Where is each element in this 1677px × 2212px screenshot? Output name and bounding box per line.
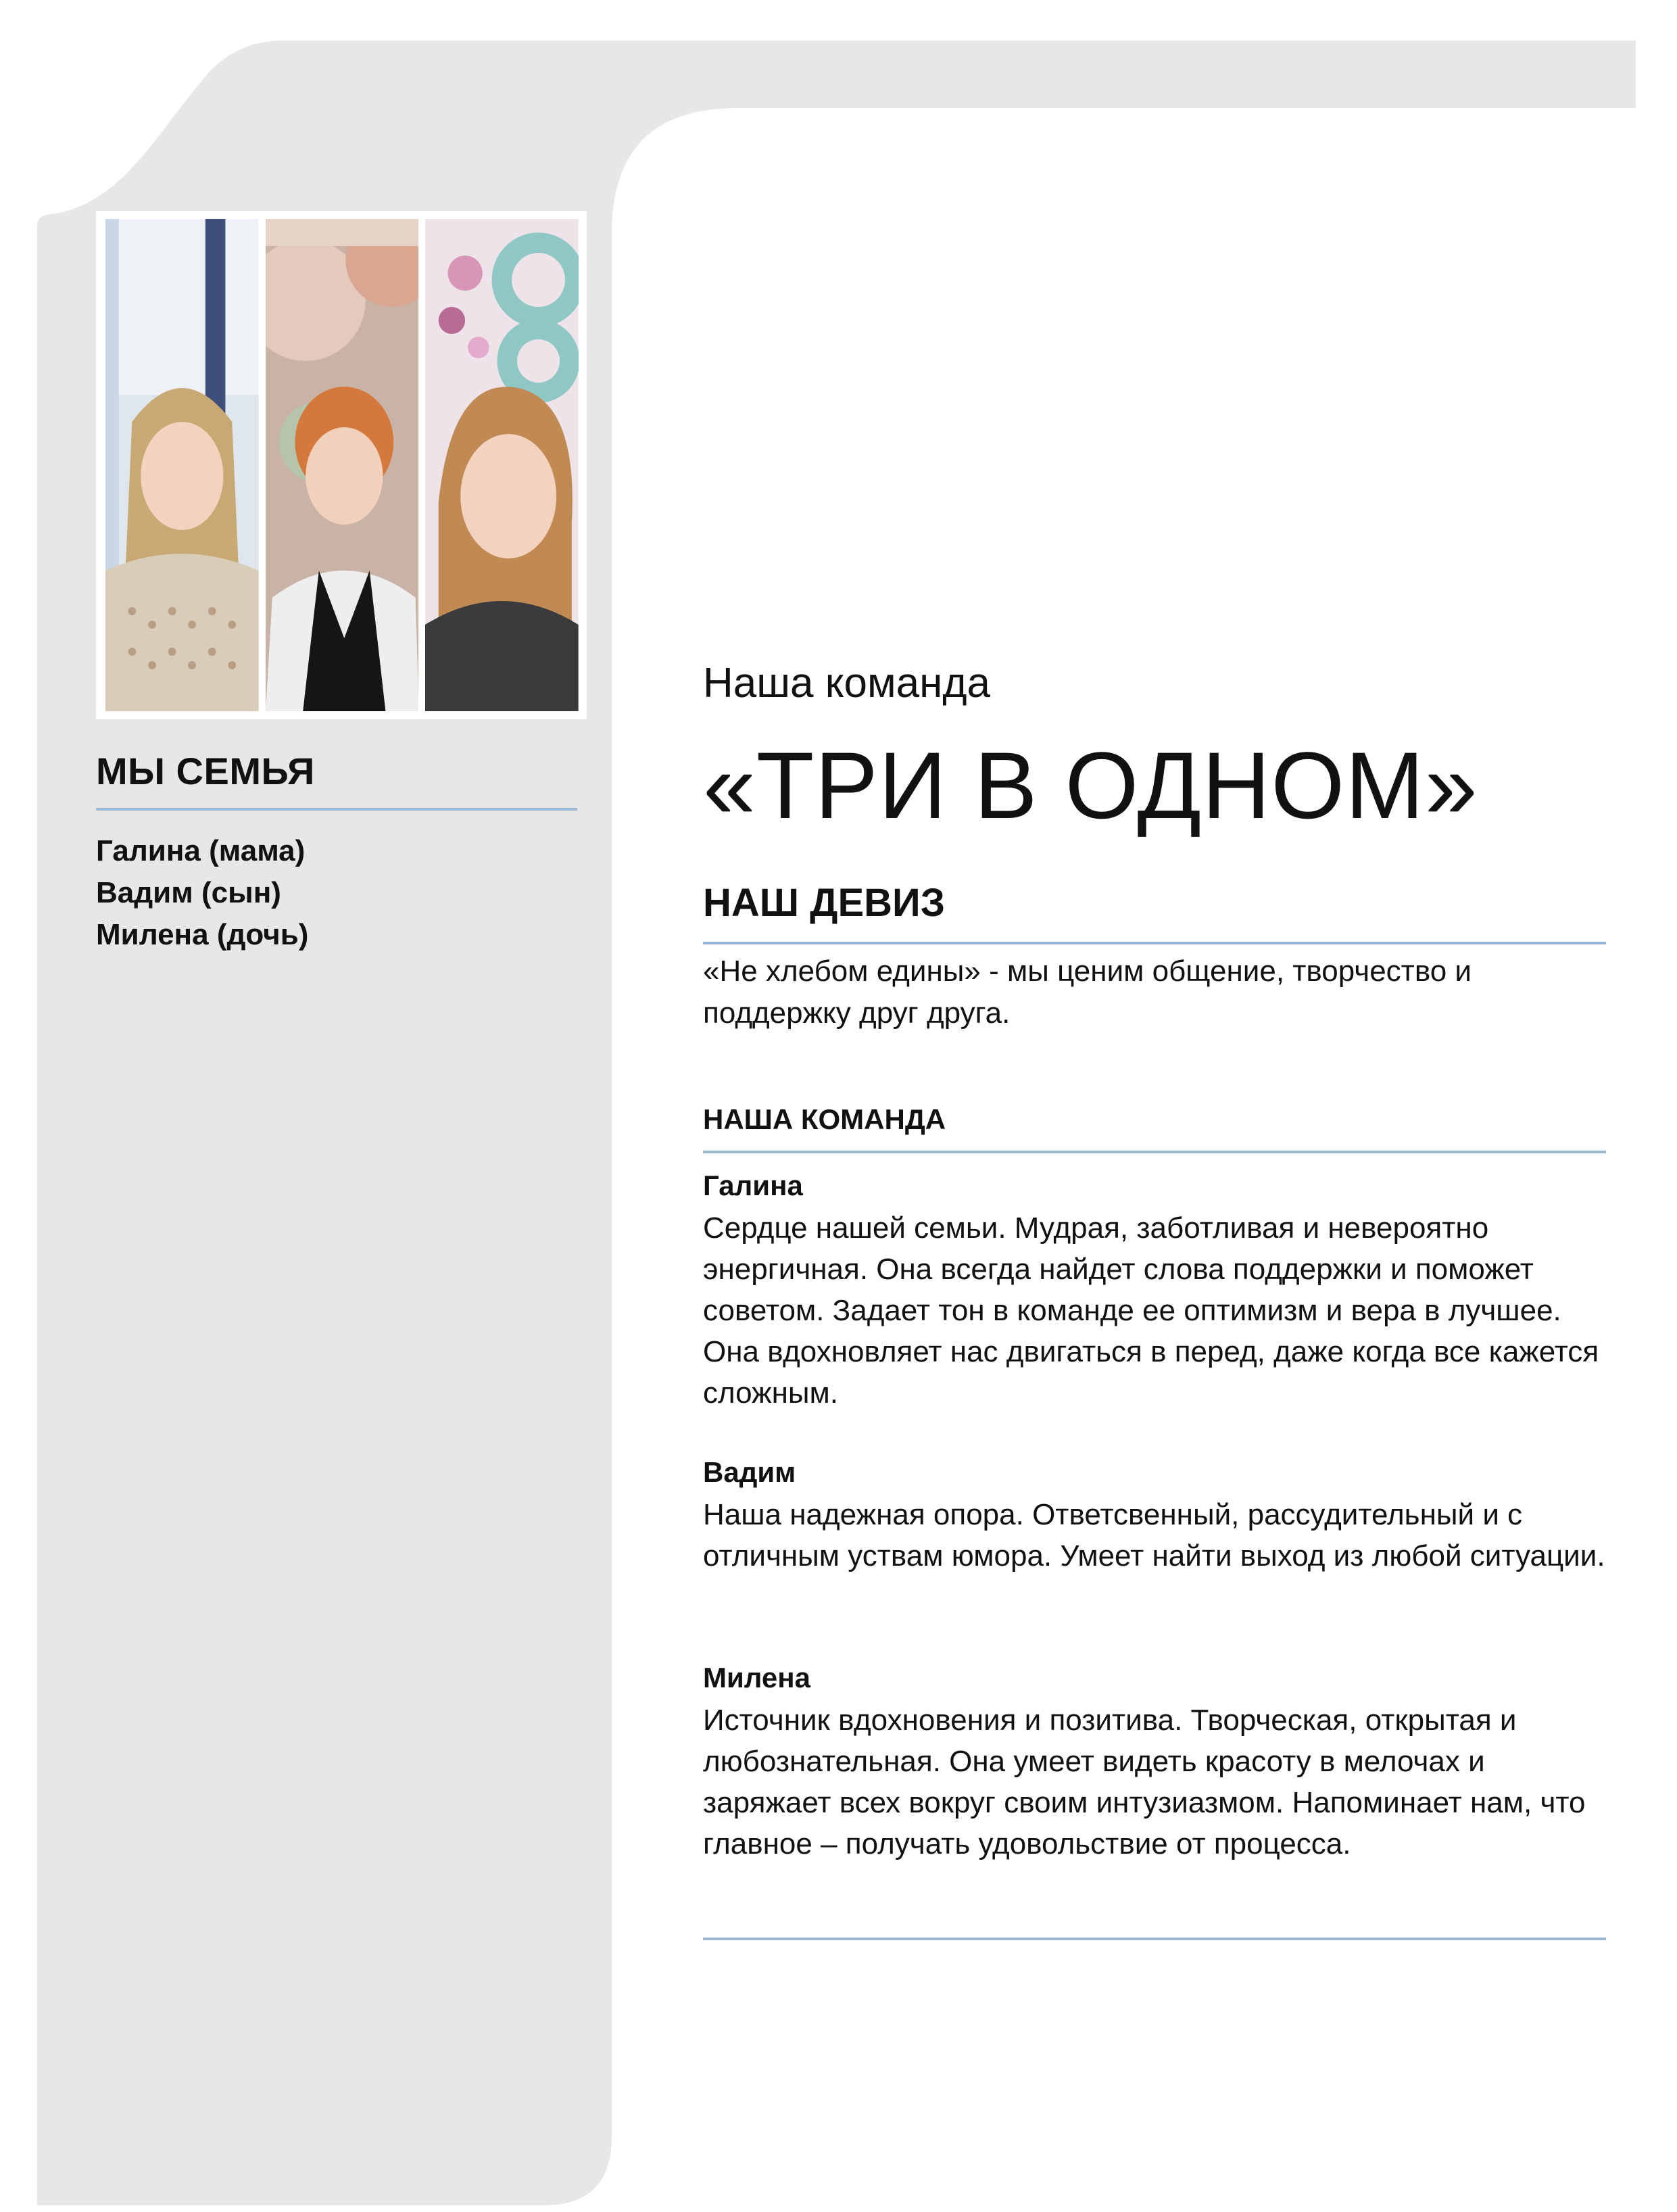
person-name-milena: Милена <box>703 1662 811 1693</box>
family-heading: МЫ СЕМЬЯ <box>96 749 577 811</box>
team-heading: НАША КОМАНДА <box>703 1103 1606 1153</box>
team-title: «ТРИ В ОДНОМ» <box>703 732 1478 838</box>
person-description-vadim: Наша надежная опора. Ответсвенный, рассудительный и с отличным уствам юмора. Умеет найти выход из любой ситуации. <box>703 1498 1605 1572</box>
person-description-milena: Источник вдохновения и позитива. Творческая, открытая и любознательная. Она умеет видеть красоту в мелочах и заряжает всех вокруг своим интузиазмом. Напоминает нам, что главное – получать удовольствие от процесса. <box>703 1704 1586 1860</box>
person-name-galina: Галина <box>703 1170 803 1201</box>
woman-photo <box>425 219 579 711</box>
bottom-divider <box>703 1938 1606 1940</box>
family-photo-strip <box>96 211 587 719</box>
motto-text: «Не хлебом едины» - мы ценим общение, творчество и поддержку друг друга. <box>703 955 1472 1030</box>
list-item: Галина (мама) <box>96 834 306 867</box>
motto-heading: НАШ ДЕВИЗ <box>703 880 1606 944</box>
list-item: Вадим (сын) <box>96 876 281 909</box>
boy-photo <box>266 219 419 711</box>
team-subtitle: Наша команда <box>703 660 991 706</box>
girl-photo <box>105 219 259 711</box>
list-item: Милена (дочь) <box>96 918 309 951</box>
family-member-list <box>96 830 577 956</box>
person-description-galina: Сердце нашей семьи. Мудрая, заботливая и невероятно энергичная. Она всегда найдет слова поддержки и поможет советом. Задает тон в команде ее оптимизм и вера в лучшее. Она вдохновляет нас двигаться в перед, даже когда все кажется сложным. <box>703 1211 1599 1410</box>
person-name-vadim: Вадим <box>703 1456 796 1488</box>
